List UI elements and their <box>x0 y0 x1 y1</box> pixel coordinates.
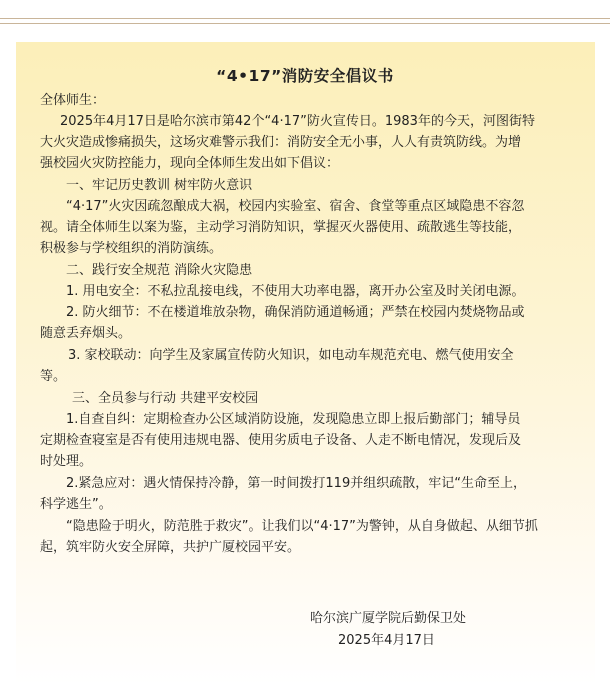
paragraph-line: “隐患险于明火，防范胜于救灾”。让我们以“4·17”为警钟，从自身做起、从细节抓 <box>66 519 538 534</box>
paragraph-line: 积极参与学校组织的消防演练。 <box>40 241 223 256</box>
paragraph-line: 时处理。 <box>40 454 93 469</box>
paragraph-line: 视。请全体师生以案为鉴，主动学习消防知识，掌握灭火器使用、疏散逃生等技能， <box>40 220 522 235</box>
paragraph-line: “4·17”火灾因疏忽酿成大祸，校园内实验室、宿舍、食堂等重点区域隐患不容忽 <box>66 199 525 214</box>
paragraph-line: 1. 用电安全：不私拉乱接电线，不使用大功率电器，离开办公室及时关闭电源。 <box>66 284 525 299</box>
signature-organization: 哈尔滨广厦学院后勤保卫处 <box>310 611 467 626</box>
paragraph-line: 2. 防火细节：不在楼道堆放杂物，确保消防通道畅通；严禁在校园内焚烧物品或 <box>66 305 525 320</box>
paragraph-line: 2025年4月17日是哈尔滨市第42个“4·17”防火宣传日。1983年的今天，河图街特 <box>60 114 535 129</box>
notice-title: “4•17”消防安全倡议书 <box>216 67 394 85</box>
paragraph-line: 3. 家校联动：向学生及家属宣传防火知识，如电动车规范充电、燃气使用安全 <box>68 348 514 363</box>
paragraph-line: 定期检查寝室是否有使用违规电器、使用劣质电子设备、人走不断电情况，发现后及 <box>40 433 522 448</box>
paragraph-line: 强校园火灾防控能力，现向全体师生发出如下倡议： <box>40 156 340 171</box>
paragraph-line: 1.自查自纠：定期检查办公区域消防设施，发现隐患立即上报后勤部门；辅导员 <box>66 412 521 427</box>
salutation: 全体师生： <box>40 93 106 108</box>
paragraph-line: 科学逃生”。 <box>40 497 112 512</box>
top-divider-line-secondary <box>0 23 610 24</box>
section-heading-1: 一、牢记历史教训 树牢防火意识 <box>66 178 253 193</box>
paragraph-line: 等。 <box>40 369 67 384</box>
section-heading-3: 三、全员参与行动 共建平安校园 <box>72 391 259 406</box>
section-heading-2: 二、践行安全规范 消除火灾隐患 <box>66 263 253 278</box>
paragraph-line: 大火灾造成惨痛损失，这场灾难警示我们：消防安全无小事，人人有责筑防线。为增 <box>40 135 522 150</box>
paragraph-line: 随意丢弃烟头。 <box>40 326 132 341</box>
top-divider-line <box>0 18 610 19</box>
paragraph-line: 2.紧急应对：遇火情保持冷静，第一时间拨打119并组织疏散，牢记“生命至上， <box>66 476 526 491</box>
signature-date: 2025年4月17日 <box>338 633 435 648</box>
paragraph-line: 起，筑牢防火安全屏障，共护广厦校园平安。 <box>40 540 301 555</box>
